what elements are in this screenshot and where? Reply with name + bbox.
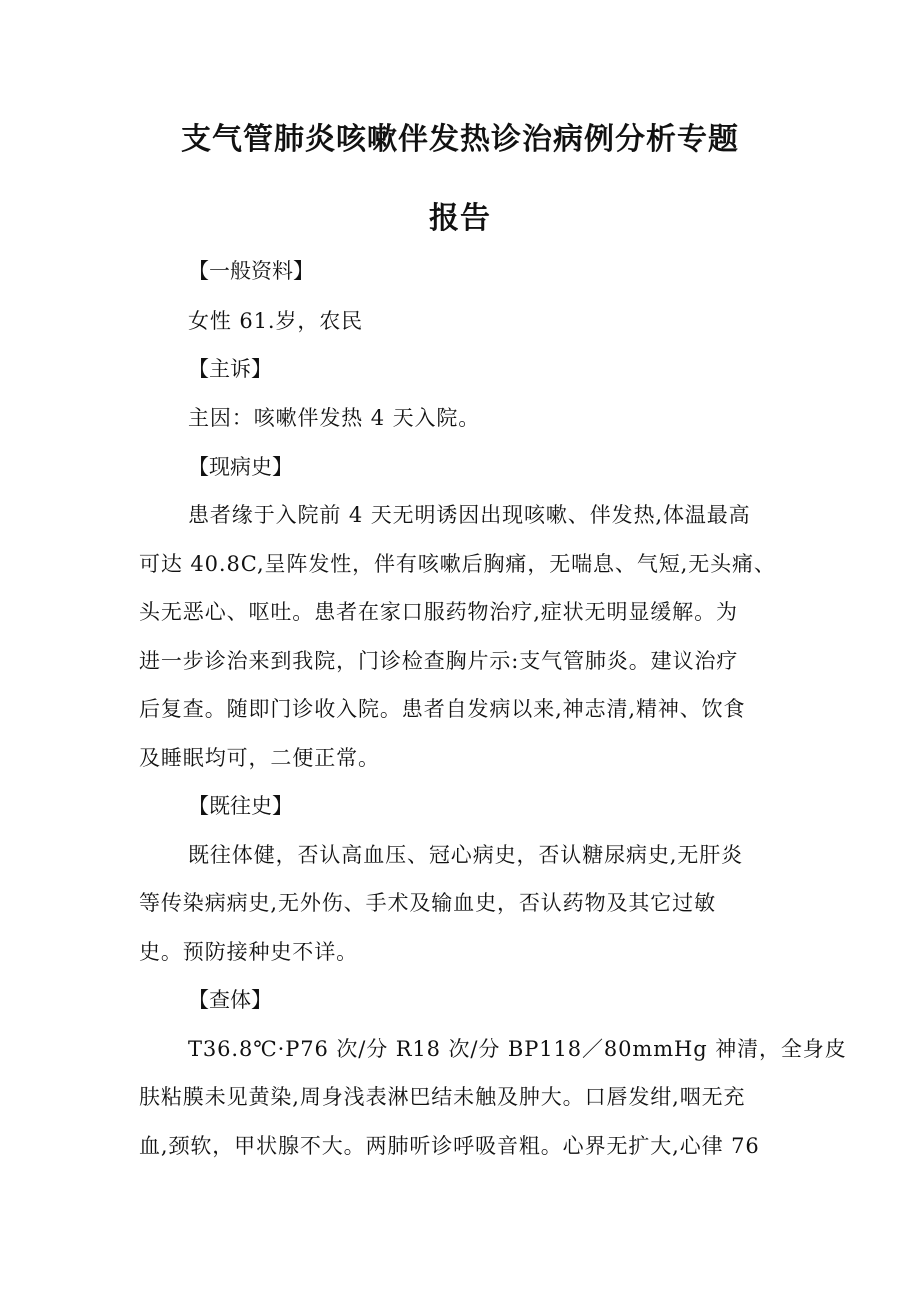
present-illness-line: 头无恶心、呕吐。患者在家口服药物治疗,症状无明显缓解。为 <box>139 600 738 624</box>
past-history-line: 既往体健，否认高血压、冠心病史，否认糖尿病史,无肝炎 <box>188 843 744 867</box>
section-heading-past-history: 【既往史】 <box>188 794 293 818</box>
exam-line: T36.8℃·P76 次/分 R18 次/分 BP118／80mmHg 神清，全身皮 <box>188 1037 847 1061</box>
present-illness-line: 患者缘于入院前 4 天无明诱因出现咳嗽、伴发热,体温最高 <box>188 503 751 527</box>
complaint-line: 主因：咳嗽伴发热 4 天入院。 <box>188 406 481 430</box>
present-illness-line: 可达 40.8C,呈阵发性，伴有咳嗽后胸痛，无喘息、气短,无头痛、 <box>139 552 776 576</box>
exam-line: 血,颈软，甲状腺不大。两肺听诊呼吸音粗。心界无扩大,心律 76 <box>139 1134 760 1158</box>
section-heading-general: 【一般资料】 <box>188 259 314 283</box>
section-heading-complaint: 【主诉】 <box>188 357 272 381</box>
present-illness-line: 后复查。随即门诊收入院。患者自发病以来,神志清,精神、饮食 <box>139 697 746 721</box>
section-heading-exam: 【查体】 <box>188 988 272 1012</box>
past-history-line: 等传染病病史,无外伤、手术及输血史，否认药物及其它过敏 <box>139 891 716 915</box>
section-heading-present-illness: 【现病史】 <box>188 455 293 479</box>
present-illness-line: 进一步诊治来到我院，门诊检查胸片示:支气管肺炎。建议治疗 <box>139 649 739 673</box>
past-history-line: 史。预防接种史不详。 <box>139 940 358 964</box>
exam-line: 肤粘膜未见黄染,周身浅表淋巴结未触及肿大。口唇发绀,咽无充 <box>139 1085 746 1109</box>
document-title-line-1: 支气管肺炎咳嗽伴发热诊治病例分析专题 <box>181 122 739 157</box>
general-line: 女性 61.岁，农民 <box>188 309 364 333</box>
present-illness-line: 及睡眠均可，二便正常。 <box>139 746 380 770</box>
document-title-line-2: 报告 <box>429 201 491 236</box>
